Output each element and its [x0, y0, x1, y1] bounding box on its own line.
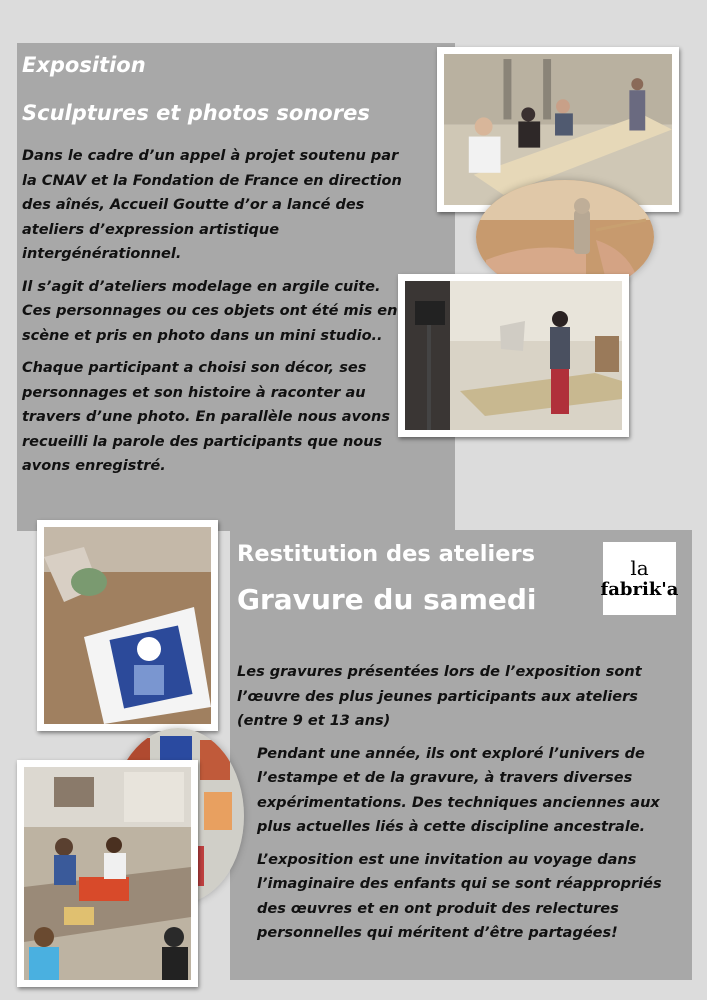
restitution-title: Restitution des ateliers [237, 541, 535, 567]
engraving-print-photo [37, 520, 218, 731]
mini-studio-photo [398, 274, 629, 437]
children-workshop-photo [17, 760, 198, 987]
restitution-paragraph: Pendant une année, ils ont exploré l’univers de l’estampe et de la gravure, à travers diverses expérimentations. Des techniques anciennes aux plus actuelles liés à cette discipline ancestrale. [257, 745, 660, 835]
restitution-paragraph: Les gravures présentées lors de l’exposition sont l’œuvre des plus jeunes participants aux ateliers (entre 9 et 13 ans) [237, 664, 642, 729]
exposition-paragraph: Dans le cadre d’un appel à projet soutenu par la CNAV et la Fondation de France en direction des aînés, Accueil Goutte d’or a lancé des ateliers d’expression artistique intergénérationnel. [22, 148, 402, 262]
logo-line-2: fabrik'a [600, 578, 679, 600]
exposition-paragraph: Chaque participant a choisi son décor, ses personnages et son histoire à raconter au travers d’une photo. En parallèle nous avons recueilli la parole des participants que nous avons enregistré. [22, 360, 390, 474]
exposition-body [22, 144, 407, 487]
restitution-body [237, 660, 687, 954]
restitution-subtitle: Gravure du samedi [237, 583, 537, 616]
exposition-title: Exposition [22, 53, 146, 77]
la-fabrika-logo [600, 542, 679, 615]
exposition-subtitle: Sculptures et photos sonores [22, 101, 370, 125]
restitution-paragraph: L’exposition est une invitation au voyage dans l’imaginaire des enfants qui se sont réappropriés des œuvres et en ont produit des relectures personnelles qui méritent d’être partagées! [257, 851, 662, 941]
logo-line-1: la [630, 555, 649, 580]
exposition-paragraph: Il s’agit d’ateliers modelage en argile cuite. Ces personnages ou ces objets ont été mis en scène et pris en photo dans un mini studio.. [22, 278, 398, 344]
